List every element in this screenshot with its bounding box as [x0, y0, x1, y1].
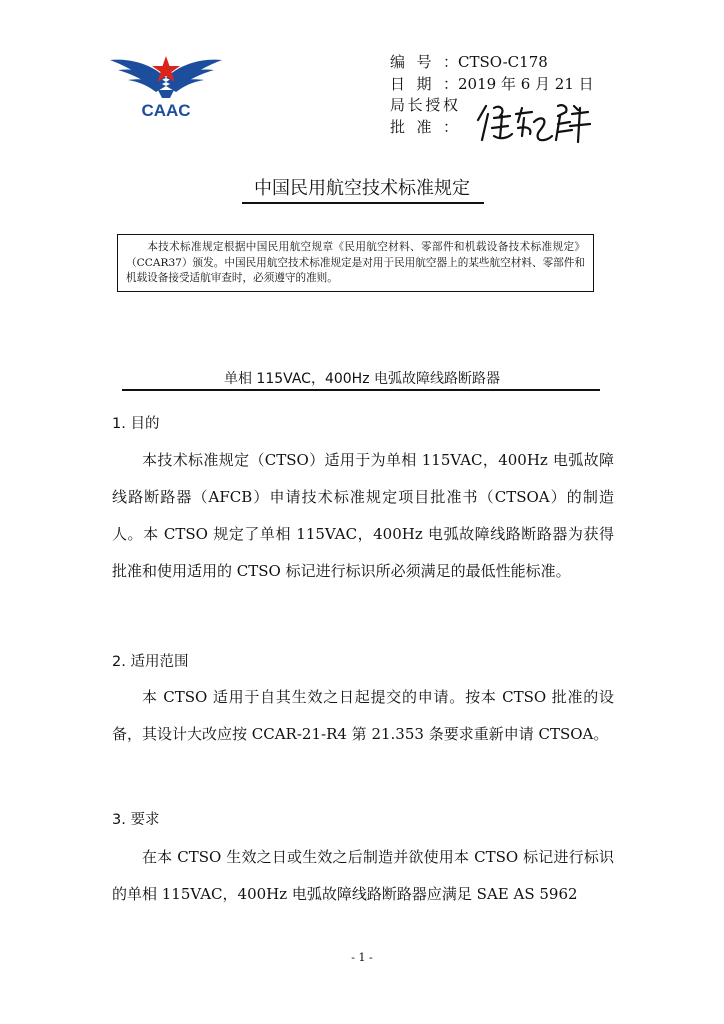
meta-date-label: 日期： — [390, 74, 458, 93]
header-title-rule — [242, 202, 484, 204]
document-title: 单相 115VAC，400Hz 电弧故障线路断路器 — [223, 371, 500, 387]
page-number: - 1 - — [351, 951, 373, 964]
section-heading-scope: 2. 适用范围 — [112, 654, 189, 670]
section-heading-requirements: 3. 要求 — [112, 812, 160, 828]
section-body-purpose: 本技术标准规定（CTSO）适用于为单相 115VAC，400Hz 电弧故障线路断路器（AFCB）申请技术标准规定项目批准书（CTSOA）的制造人。本 CTSO 规定了单相 115VAC，400Hz 电弧故障线路断路器为获得批准和使用适用的 CTSO 标记进行标识所必须满足的最低性能标准。 — [112, 451, 614, 580]
notice-box: 本技术标准规定根据中国民用航空规章《民用航空材料、零部件和机载设备技术标准规定》（CCAR37）颁发。中国民用航空技术标准规定是对用于民用航空器上的某些航空材料、零部件和机载设备接受适航审查时，必须遵守的准则。 — [117, 234, 594, 292]
director-signature — [474, 100, 592, 146]
meta-number-label: 编号： — [390, 53, 458, 71]
logo-text: CAAC — [141, 101, 191, 120]
caac-logo — [108, 50, 224, 122]
meta-number — [390, 52, 594, 74]
section-heading-purpose: 1. 目的 — [112, 416, 160, 432]
section-body-requirements: 在本 CTSO 生效之日或生效之后制造并欲使用本 CTSO 标记进行标识的单相 115VAC，400Hz 电弧故障线路断路器应满足 SAE AS 5962 — [112, 848, 614, 903]
meta-date — [390, 74, 594, 96]
meta-approval-label: 批准： — [390, 117, 458, 136]
meta-number-value: CTSO-C178 — [458, 53, 548, 71]
header-title: 中国民用航空技术标准规定 — [254, 178, 470, 199]
meta-authorization-label: 局长授权 — [390, 96, 458, 114]
document-title-rule — [122, 389, 600, 391]
meta-date-value: 2019 年 6 月 21 日 — [458, 74, 594, 93]
section-body-scope: 本 CTSO 适用于自其生效之日起提交的申请。按本 CTSO 批准的设备，其设计大改应按 CCAR-21-R4 第 21.353 条要求重新申请 CTSOA。 — [112, 688, 614, 743]
